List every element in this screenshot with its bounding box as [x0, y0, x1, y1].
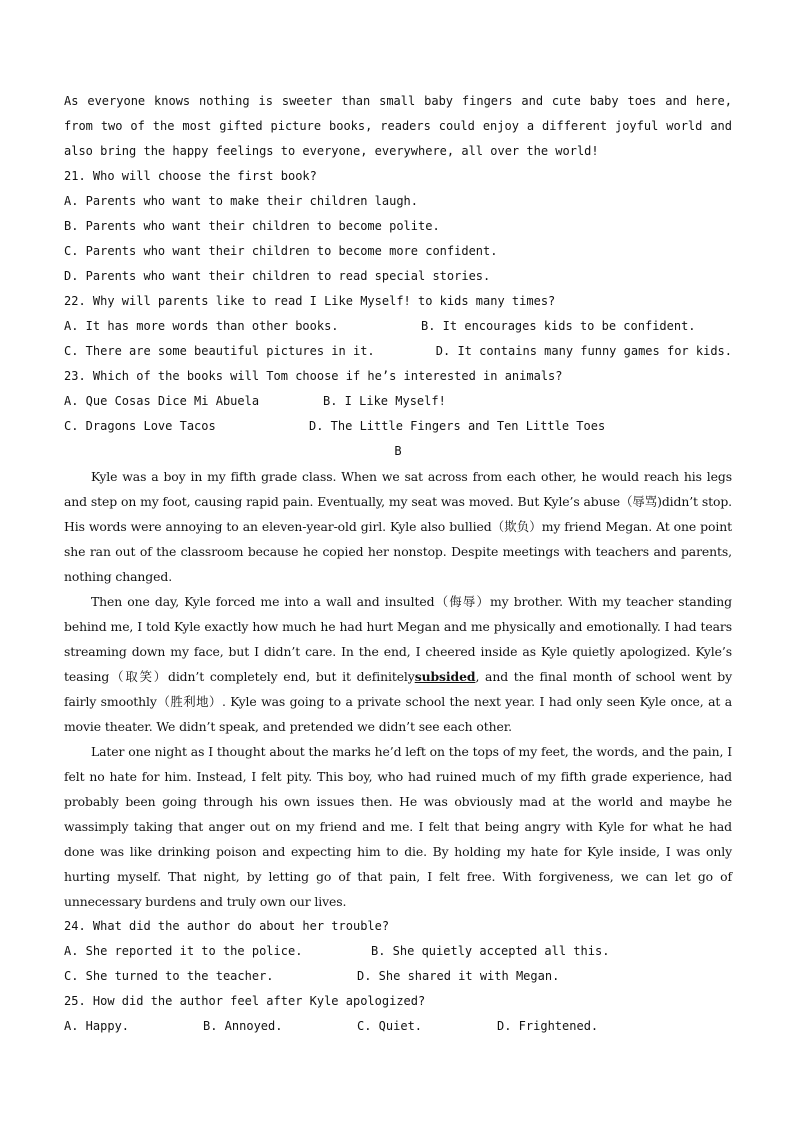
q22-options-row-2 [64, 339, 732, 364]
exam-page [64, 89, 732, 1039]
q21-option-b[interactable]: B. Parents who want their children to become polite. [64, 219, 440, 233]
q24-option-c[interactable]: C. She turned to the teacher. [64, 969, 274, 983]
q22-option-c[interactable]: C. There are some beautiful pictures in it. [64, 344, 375, 358]
q22-option-a[interactable]: A. It has more words than other books. [64, 319, 339, 333]
q24-option-d[interactable]: D. She shared it with Megan. [357, 969, 560, 983]
passage-b-paragraph-1: Kyle was a boy in my fifth grade class. When we sat across from each other, he would reach his legs and step on my foot, causing rapid pain. Eventually, my seat was moved. But Kyle’s abuse（辱骂)didn’t stop. His words were annoying to an eleven-year-old girl. Kyle also bullied（欺负）my friend Megan. At one point she ran out of the classroom because he copied her nonstop. Despite meetings with teachers and parents, nothing changed. [64, 469, 732, 584]
q21-option-c[interactable]: C. Parents who want their children to become more confident. [64, 244, 498, 258]
section-b-heading: B [394, 444, 402, 458]
paragraph-2-text-after: , and the final month of school went by fairly smoothly（胜利地）. Kyle was going to a private school the next year. I had only seen Kyle once, at a movie theater. We didn’t speak, and pretended we didn’t see each other. [64, 669, 733, 734]
q23-options-row-2 [64, 414, 732, 439]
q21-stem: 21. Who will choose the first book? [64, 169, 317, 183]
q25-options-row [64, 1014, 732, 1039]
q22-option-b[interactable]: B. It encourages kids to be confident. [421, 319, 696, 333]
q24-stem: 24. What did the author do about her trouble? [64, 919, 390, 933]
q24-option-b[interactable]: B. She quietly accepted all this. [371, 944, 610, 958]
passage-b-paragraph-2 [64, 589, 732, 739]
q25-option-c[interactable]: C. Quiet. [357, 1019, 423, 1033]
q25-option-b[interactable]: B. Annoyed. [203, 1019, 283, 1033]
paragraph-2-text-before: Then one day, Kyle forced me into a wall and insulted（侮辱）my brother. With my teacher standing behind me, I told Kyle exactly how much he had hurt Megan and me physically and emotionally. I had tears streaming down my face, but I didn’t care. In the end, I cheered inside as Kyle quietly apologized. Kyle’s teasing（取笑）didn’t completely end, but it definitely [64, 594, 732, 684]
q24-option-a[interactable]: A. She reported it to the police. [64, 944, 303, 958]
q22-options-row-1 [64, 314, 732, 339]
q23-option-d[interactable]: D. The Little Fingers and Ten Little Toes [309, 419, 606, 433]
q22-option-d[interactable]: D. It contains many funny games for kids. [435, 344, 732, 358]
q22-stem: 22. Why will parents like to read I Like Myself! to kids many times? [64, 294, 556, 308]
underlined-word-subsided: subsided [414, 669, 476, 684]
q23-option-b[interactable]: B. I Like Myself! [323, 394, 446, 408]
q23-option-c[interactable]: C. Dragons Love Tacos [64, 419, 216, 433]
q25-option-a[interactable]: A. Happy. [64, 1019, 130, 1033]
q21-option-d[interactable]: D. Parents who want their children to read special stories. [64, 269, 491, 283]
part-a-closing-paragraph: As everyone knows nothing is sweeter than small baby fingers and cute baby toes and here, from two of the most gifted picture books, readers could enjoy a different joyful world and also bring the happy feelings to everyone, everywhere, all over the world! [64, 94, 732, 158]
q24-options-row-2 [64, 964, 732, 989]
q23-stem: 23. Which of the books will Tom choose if he’s interested in animals? [64, 369, 563, 383]
q21-option-a[interactable]: A. Parents who want to make their children laugh. [64, 194, 419, 208]
q24-options-row-1 [64, 939, 732, 964]
q23-option-a[interactable]: A. Que Cosas Dice Mi Abuela [64, 394, 260, 408]
q25-stem: 25. How did the author feel after Kyle apologized? [64, 994, 426, 1008]
q25-option-d[interactable]: D. Frightened. [497, 1019, 599, 1033]
passage-b-paragraph-3: Later one night as I thought about the marks he’d left on the tops of my feet, the words, and the pain, I felt no hate for him. Instead, I felt pity. This boy, who had ruined much of my fifth grade experience, had probably been going through his own issues then. He was obviously mad at the world and maybe he wassimply taking that anger out on my friend and me. I felt that being angry with Kyle for what he had done was like drinking poison and expecting him to die. By holding my hate for Kyle inside, I was only hurting myself. That night, by letting go of that pain, I felt free. With forgiveness, we can let go of unnecessary burdens and truly own our lives. [64, 744, 732, 909]
q23-options-row-1 [64, 389, 732, 414]
